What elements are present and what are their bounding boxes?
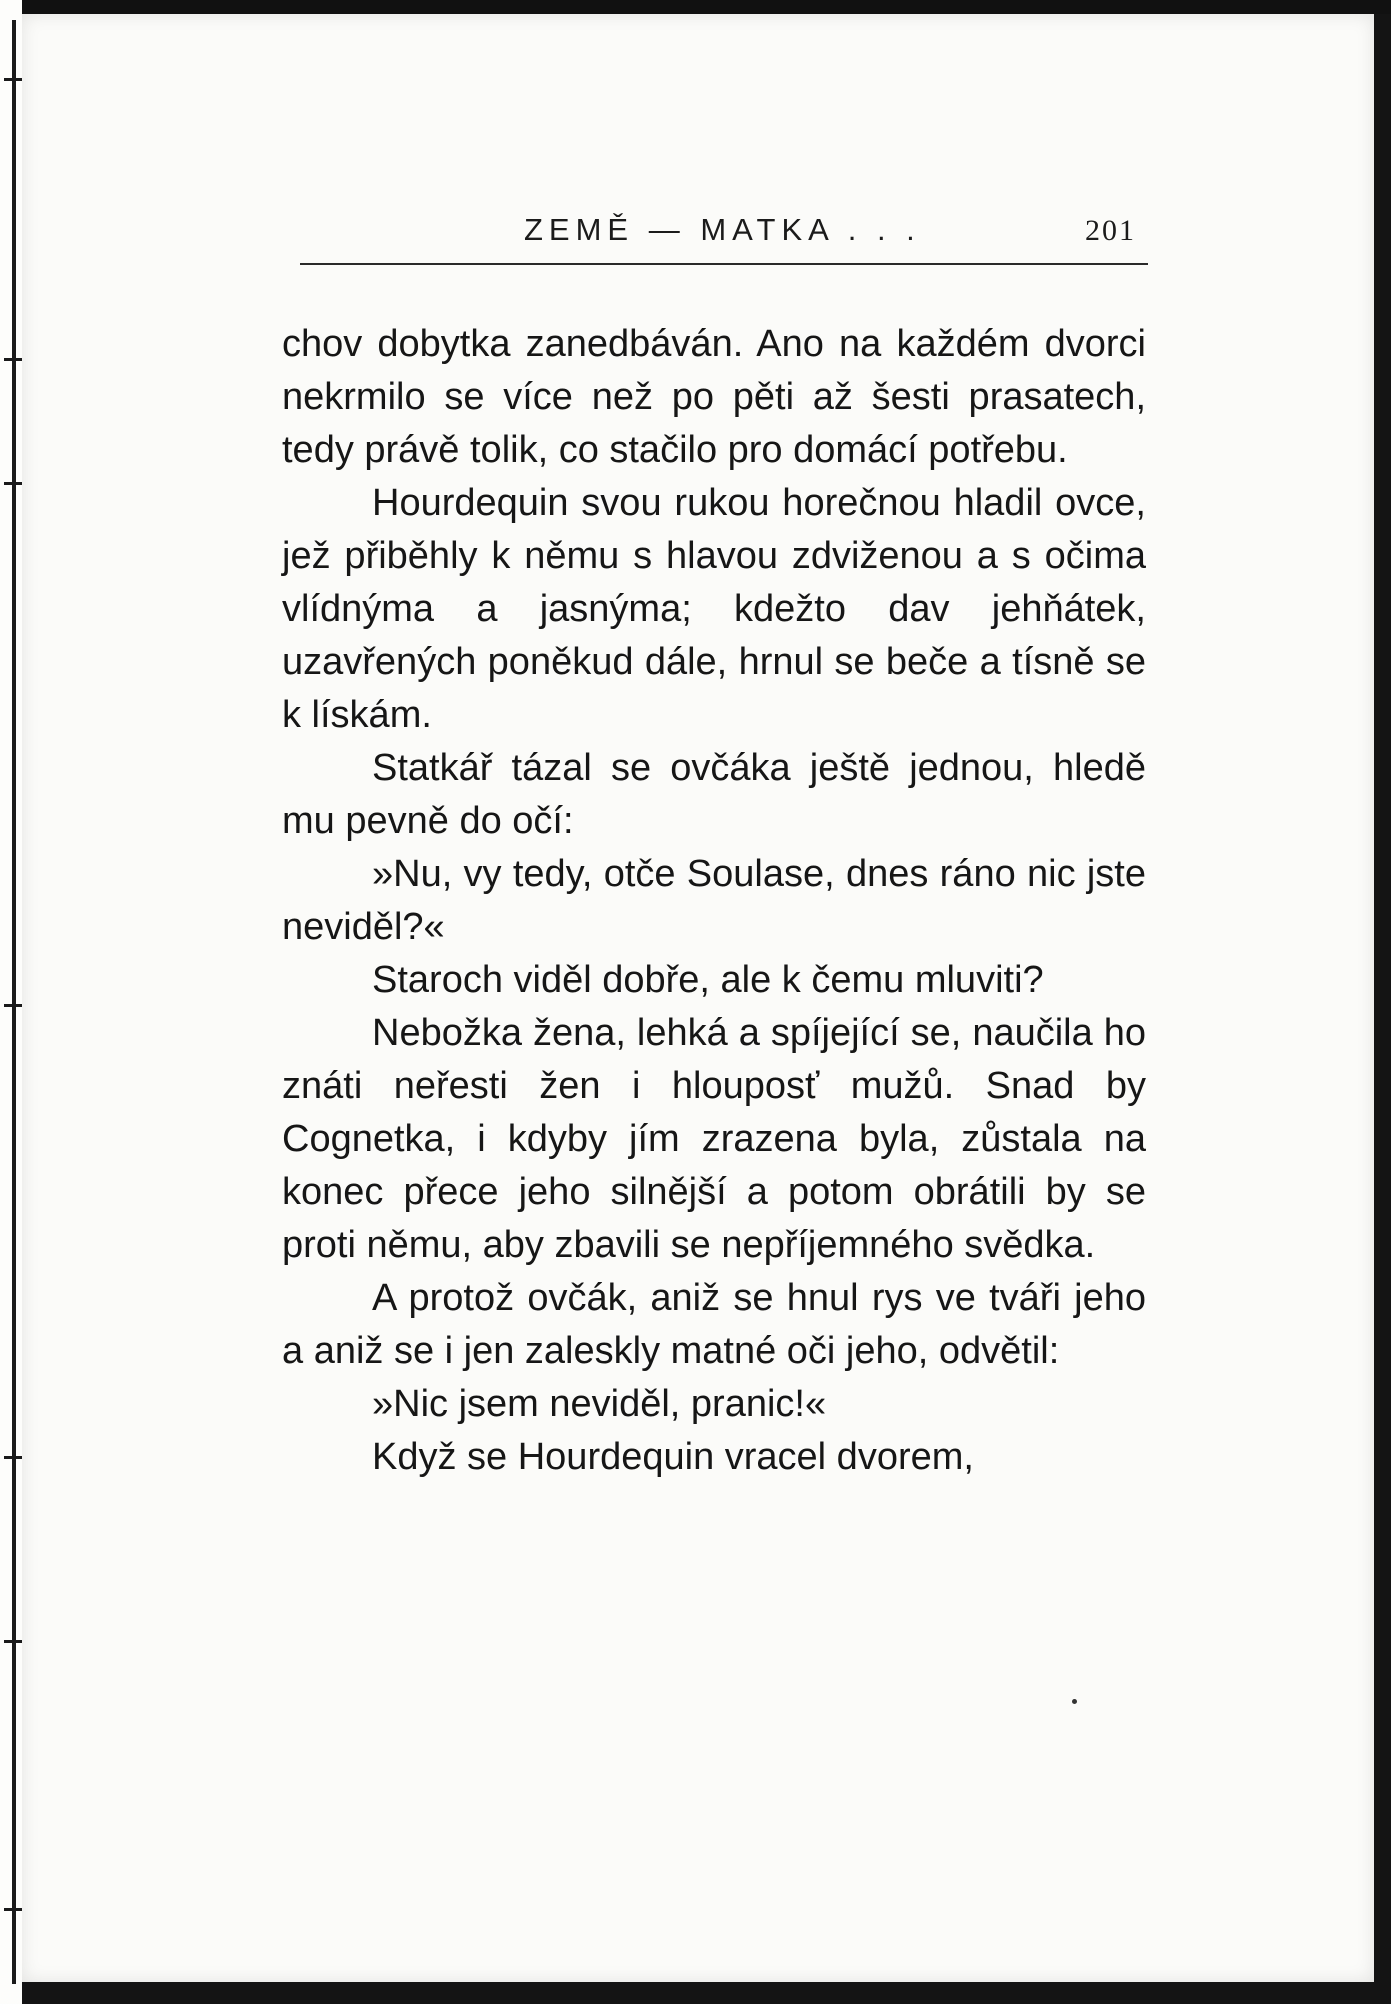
paragraph: Když se Hourdequin vracel dvorem, [372, 1436, 974, 1478]
paper-speck [1072, 1699, 1077, 1704]
paragraph: Hourdequin svou rukou horečnou hladil ovce, jež přiběhly k němu s hlavou zdviženou a s očima vlídnýma a jasnýma; kdežto dav jehňátek, uzavřených poněkud dále, hrnul se beče a tísně se k lískám. [282, 482, 1146, 736]
binding-mark [4, 1640, 22, 1643]
binding-mark [4, 482, 22, 485]
paragraph: A protož ovčák, aniž se hnul rys ve tváři jeho a aniž se i jen zaleskly matné oči jeho, odvětil: [282, 1277, 1146, 1372]
header-rule [300, 263, 1148, 265]
paragraph: Statkář tázal se ovčáka ještě jednou, hledě mu pevně do očí: [282, 747, 1146, 842]
binding-mark [4, 1456, 22, 1459]
paragraph: Staroch viděl dobře, ale k čemu mluviti? [372, 959, 1044, 1001]
binding-mark [4, 1004, 22, 1007]
book-binding [0, 0, 22, 2004]
paragraph: »Nic jsem neviděl, pranic!« [372, 1383, 827, 1425]
page-header [278, 206, 1148, 256]
binding-mark [4, 78, 22, 81]
page-number: 201 [1085, 214, 1136, 247]
binding-line [12, 20, 16, 1984]
binding-mark [4, 1908, 22, 1911]
paragraph: Nebožka žena, lehká a spíjející se, naučila ho znáti neřesti žen i hlouposť mužů. Snad by Cognetka, i kdyby jím zrazena byla, zůstala na konec přece jeho silnější a potom obrátili by se proti němu, aby zbavili se nepříjemného svědka. [282, 1012, 1146, 1266]
scan-top-edge [0, 0, 1391, 14]
paragraph: chov dobytka zanedbáván. Ano na každém dvorci nekrmilo se více než po pěti až šesti prasatech, tedy právě tolik, co stačilo pro domácí potřebu. [282, 323, 1146, 471]
paragraph: »Nu, vy tedy, otče Soulase, dnes ráno nic jste neviděl?« [282, 853, 1146, 948]
binding-mark [4, 358, 22, 361]
body-text [282, 318, 1146, 1484]
running-title: ZEMĚ — MATKA . . . [524, 212, 921, 247]
